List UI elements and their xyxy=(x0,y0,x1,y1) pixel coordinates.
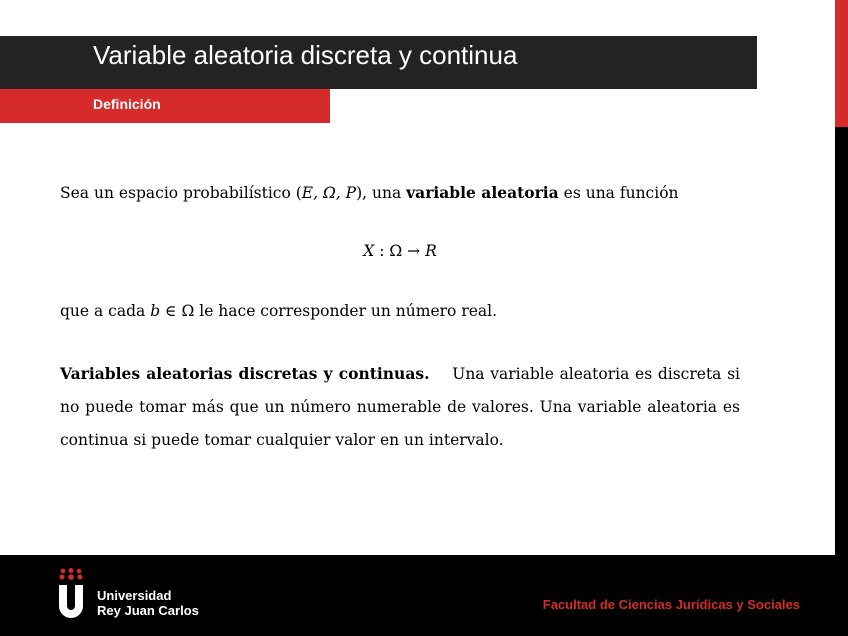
faculty-name: Facultad de Ciencias Jurídicas y Sociales xyxy=(542,597,800,612)
slide-subtitle: Definición xyxy=(93,96,161,112)
function-formula: X : Ω → R xyxy=(363,242,437,260)
subtitle-bar xyxy=(0,89,330,123)
slide-title: Variable aleatoria discreta y continua xyxy=(93,40,518,70)
discrete-continuous-paragraph: Variables aleatorias discretas y continuas. Una variable aleatoria es discreta si no puede tomar más que un número numerable de valores. Una variable aleatoria es continua si puede tomar cualquier valor en un intervalo. xyxy=(60,364,741,449)
university-logo-icon xyxy=(58,568,84,618)
university-name: Universidad Rey Juan Carlos xyxy=(97,588,199,618)
mapping-paragraph: que a cada b ∈ Ω le hace corresponder un número real. xyxy=(60,302,498,320)
definition-paragraph: Sea un espacio probabilístico (E, Ω, P), una variable aleatoria es una función xyxy=(60,183,679,202)
right-accent-red xyxy=(835,0,848,127)
